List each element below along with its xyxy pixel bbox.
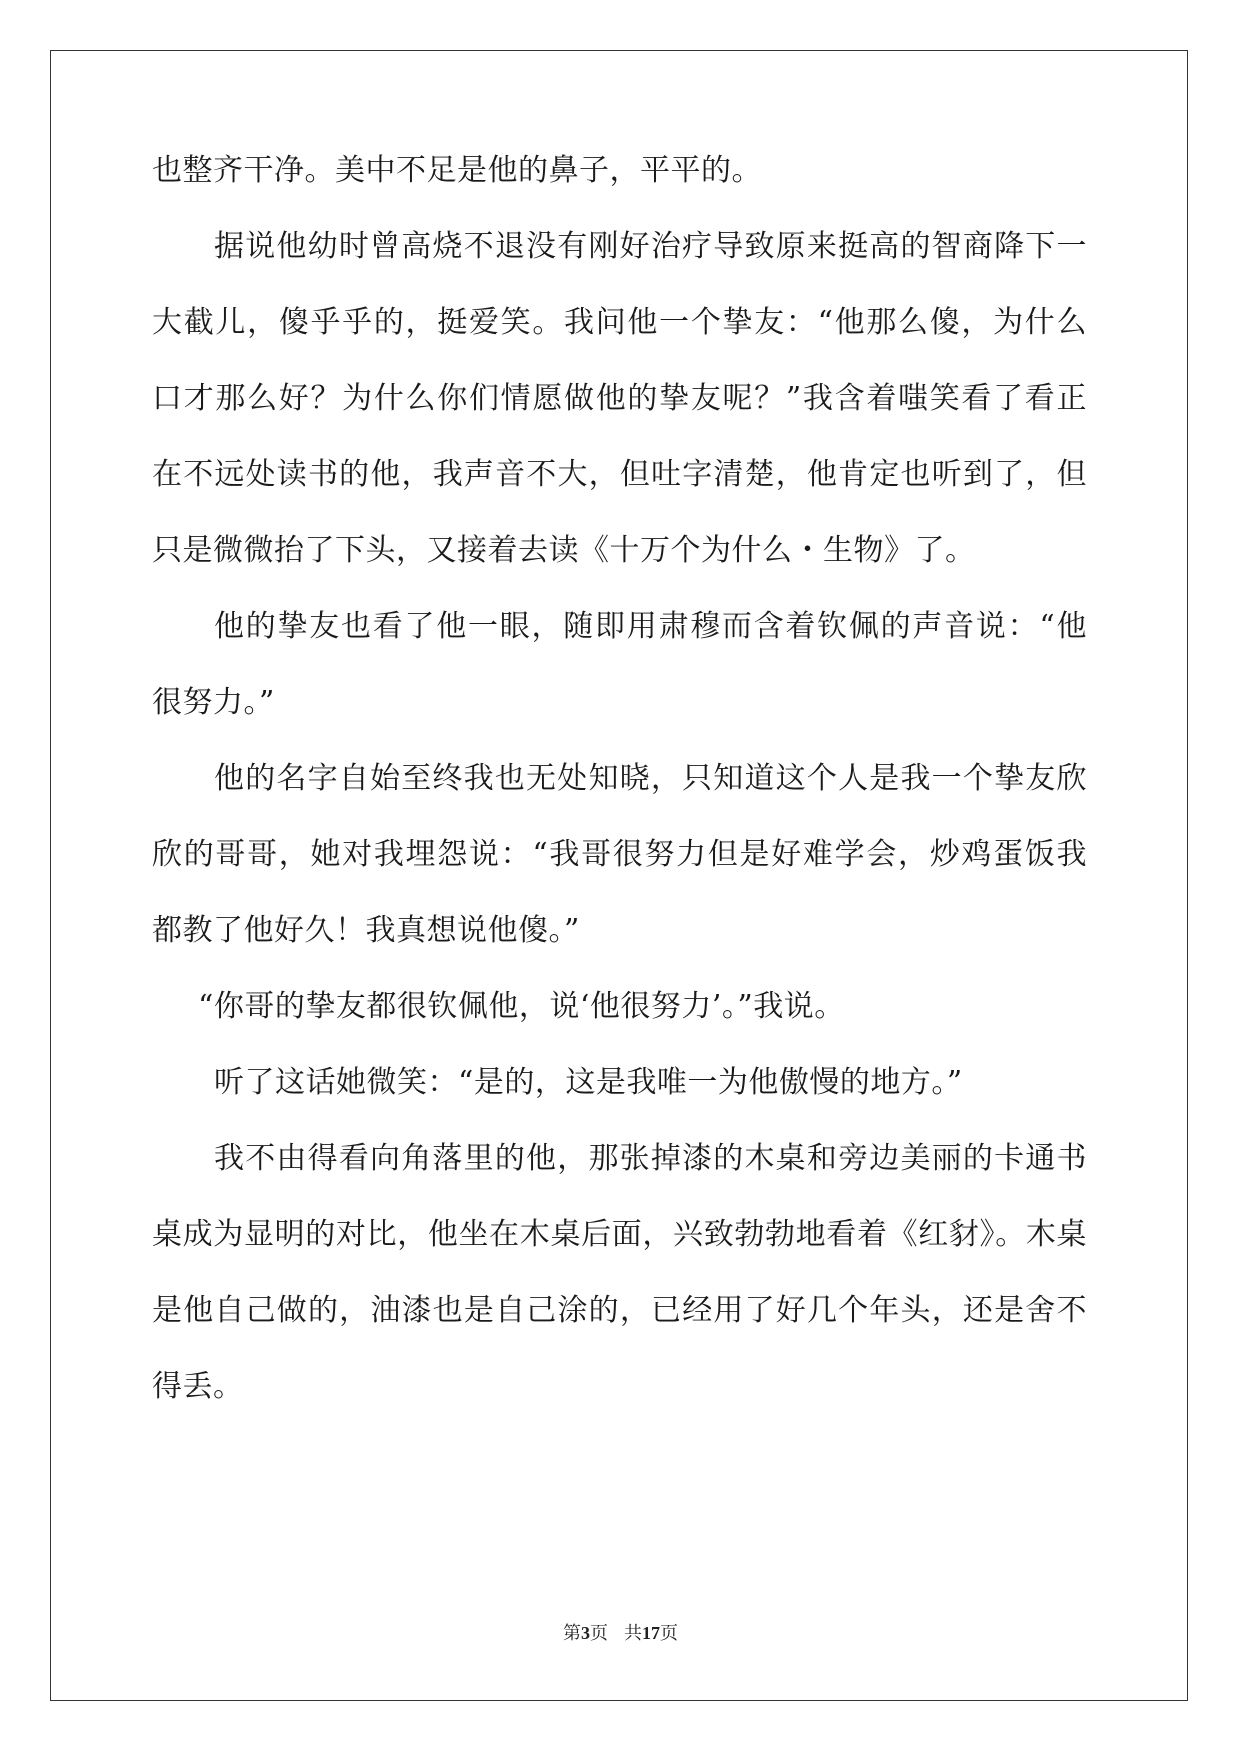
total-suffix: 页 [660, 1623, 678, 1643]
text-line: 很努力。” [152, 685, 275, 720]
page-footer [0, 1619, 1241, 1645]
page-border [50, 50, 1188, 1701]
text-line: 欣的哥哥，她对我埋怨说：“我哥很努力但是好难学会，炒鸡蛋饭我 [152, 837, 1087, 872]
text-line: 他的挚友也看了他一眼，随即用肃穆而含着钦佩的声音说：“他 [214, 609, 1087, 644]
total-pages: 17 [642, 1623, 660, 1643]
text-line: 听了这话她微笑：“是的，这是我唯一为他傲慢的地方。” [214, 1065, 963, 1100]
text-line: 只是微微抬了下头，又接着去读《十万个为什么・生物》了。 [152, 533, 976, 568]
text-line: 也整齐干净。美中不足是他的鼻子，平平的。 [152, 153, 762, 188]
text-line: 他的名字自始至终我也无处知晓，只知道这个人是我一个挚友欣 [214, 761, 1087, 796]
page-prefix: 第 [563, 1623, 581, 1643]
page-number: 3 [581, 1623, 590, 1643]
text-line: 都教了他好久！我真想说他傻。” [152, 913, 580, 948]
text-line: 是他自己做的，油漆也是自己涂的，已经用了好几个年头，还是舍不 [152, 1293, 1087, 1328]
text-line: 口才那么好？为什么你们情愿做他的挚友呢？”我含着嗤笑看了看正 [152, 381, 1087, 416]
text-line: 得丢。 [152, 1369, 244, 1404]
text-line: 据说他幼时曾高烧不退没有刚好治疗导致原来挺高的智商降下一 [214, 229, 1087, 264]
page-suffix: 页 [590, 1623, 608, 1643]
text-line: “你哥的挚友都很钦佩他，说‘他很努力’。”我说。 [198, 989, 845, 1024]
text-line: 在不远处读书的他，我声音不大，但吐字清楚，他肯定也听到了，但 [152, 457, 1087, 492]
text-line: 我不由得看向角落里的他，那张掉漆的木桌和旁边美丽的卡通书 [214, 1141, 1087, 1176]
text-line: 桌成为显明的对比，他坐在木桌后面，兴致勃勃地看着《红豺》。木桌 [152, 1217, 1087, 1252]
text-line: 大截儿，傻乎乎的，挺爱笑。我问他一个挚友：“他那么傻，为什么 [152, 305, 1087, 340]
total-prefix: 共 [624, 1623, 642, 1643]
